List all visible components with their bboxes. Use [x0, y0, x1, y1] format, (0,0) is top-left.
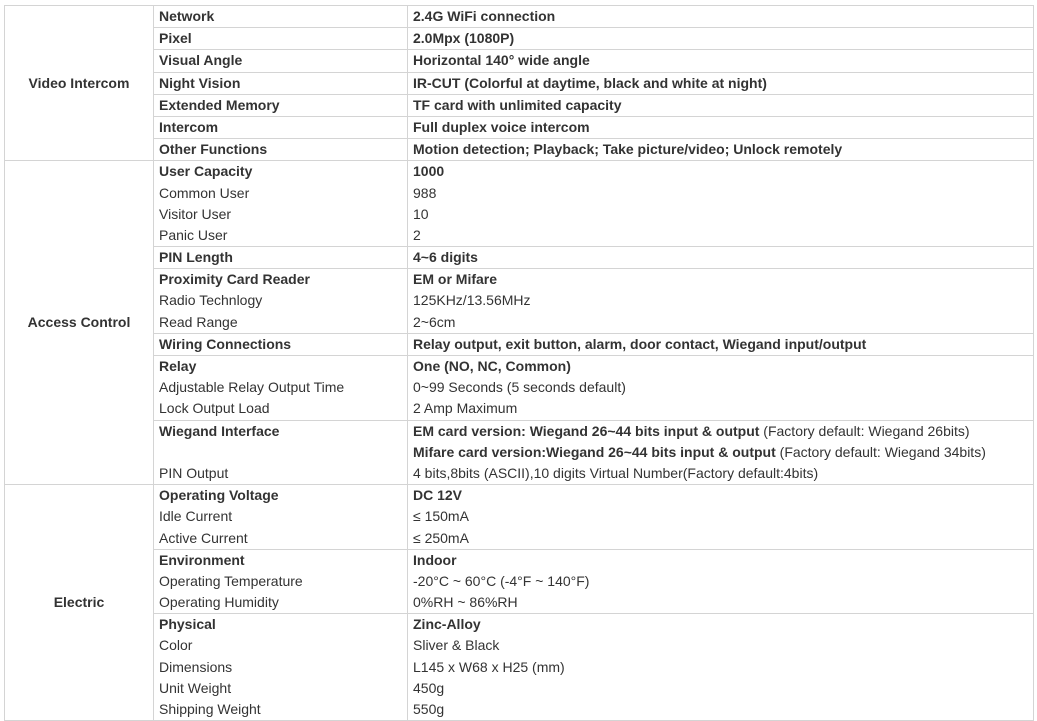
- spec-value-cell: [408, 94, 1034, 116]
- spec-row: [5, 139, 1034, 161]
- spec-value-line: [413, 247, 1033, 268]
- spec-label-cell: [154, 549, 408, 614]
- spec-value: 450g: [413, 679, 445, 696]
- spec-value-line: [413, 269, 1033, 290]
- spec-value-cell: [408, 247, 1034, 269]
- spec-value-line: [413, 95, 1033, 116]
- spec-value: 2.0Mpx (1080P): [413, 30, 515, 47]
- spec-row: [5, 94, 1034, 116]
- spec-label-cell: [154, 161, 408, 247]
- spec-value-line: [413, 485, 1033, 506]
- spec-value: 2 Amp Maximum: [413, 400, 518, 417]
- spec-row: [5, 50, 1034, 72]
- spec-row: [5, 485, 1034, 550]
- spec-label-cell: [154, 269, 408, 334]
- spec-value-line: [413, 356, 1033, 377]
- spec-value: EM or Mifare: [413, 271, 498, 288]
- spec-label: Relay: [159, 358, 197, 374]
- spec-table: [4, 5, 1034, 721]
- spec-label-cell: [154, 485, 408, 550]
- spec-label: Adjustable Relay Output Time: [159, 379, 345, 396]
- spec-label: Radio Technlogy: [159, 292, 263, 309]
- spec-value-cell: [408, 161, 1034, 247]
- spec-label: PIN Output: [159, 464, 229, 481]
- spec-value-line: [413, 678, 1033, 699]
- spec-label: Operating Humidity: [159, 594, 279, 611]
- spec-value: IR-CUT (Colorful at daytime, black and white at night): [413, 74, 767, 91]
- spec-value: EM card version: Wiegand 26~44 bits input & output: [413, 422, 760, 439]
- spec-value: Sliver & Black: [413, 637, 500, 654]
- spec-value: ≤ 150mA: [413, 508, 469, 525]
- spec-label: Pixel: [159, 30, 192, 47]
- spec-row: [5, 333, 1034, 355]
- spec-value-line: [413, 204, 1033, 225]
- category-cell: Access Control: [5, 161, 154, 485]
- spec-value: Indoor: [413, 551, 457, 568]
- spec-value-line: [413, 377, 1033, 398]
- spec-value-line: [413, 550, 1033, 571]
- spec-value-line: [413, 28, 1033, 49]
- spec-value: Motion detection; Playback; Take picture/video; Unlock remotely: [413, 141, 843, 158]
- spec-value: 2~6cm: [413, 313, 456, 330]
- spec-row: [5, 6, 1034, 28]
- spec-value-line: [413, 592, 1033, 613]
- spec-label: Color: [159, 637, 193, 654]
- spec-label-cell: [154, 6, 408, 28]
- spec-label: Active Current: [159, 529, 248, 546]
- spec-value: One (NO, NC, Common): [413, 358, 571, 374]
- spec-label: Visitor User: [159, 205, 232, 222]
- spec-label: User Capacity: [159, 163, 253, 180]
- spec-label: Visual Angle: [159, 52, 243, 69]
- spec-value-line: [413, 506, 1033, 527]
- spec-value-line: [413, 290, 1033, 311]
- spec-value-cell: [408, 50, 1034, 72]
- spec-value-cell: [408, 139, 1034, 161]
- spec-label: Lock Output Load: [159, 400, 270, 417]
- spec-value-line: [413, 442, 1033, 463]
- spec-value-line: [413, 657, 1033, 678]
- spec-value: Mifare card version:Wiegand 26~44 bits input & output: [413, 443, 776, 460]
- spec-label-cell: [154, 356, 408, 421]
- spec-label: Operating Voltage: [159, 487, 279, 504]
- spec-value: 0%RH ~ 86%RH: [413, 594, 518, 611]
- spec-value-line: [413, 183, 1033, 204]
- spec-value-line: [413, 635, 1033, 656]
- spec-value: 2.4G WiFi connection: [413, 8, 556, 24]
- spec-label: Panic User: [159, 226, 228, 243]
- spec-value-line: [413, 463, 1033, 484]
- spec-label: [159, 442, 407, 463]
- spec-label: Environment: [159, 551, 245, 568]
- spec-row: [5, 116, 1034, 138]
- spec-value: 988: [413, 184, 437, 201]
- spec-label: Physical: [159, 616, 216, 633]
- spec-value-line: [413, 50, 1033, 71]
- spec-label: Unit Weight: [159, 679, 232, 696]
- spec-value-cell: [408, 549, 1034, 614]
- spec-label: Dimensions: [159, 658, 233, 675]
- spec-label-cell: [154, 333, 408, 355]
- spec-label-cell: [154, 50, 408, 72]
- spec-value-note: (Factory default: Wiegand 26bits): [759, 422, 970, 439]
- spec-value-cell: [408, 269, 1034, 334]
- spec-label: Other Functions: [159, 141, 268, 158]
- spec-value-cell: [408, 356, 1034, 421]
- spec-value-line: [413, 139, 1033, 160]
- spec-row: [5, 72, 1034, 94]
- spec-value-cell: [408, 6, 1034, 28]
- spec-value-line: [413, 614, 1033, 635]
- spec-value: 0~99 Seconds (5 seconds default): [413, 379, 626, 396]
- spec-value-cell: [408, 28, 1034, 50]
- spec-label: Intercom: [159, 118, 219, 135]
- spec-value: ≤ 250mA: [413, 529, 469, 546]
- spec-label-cell: [154, 28, 408, 50]
- spec-label: Read Range: [159, 313, 238, 330]
- spec-value-line: [413, 117, 1033, 138]
- spec-row: [5, 356, 1034, 421]
- spec-value: Zinc-Alloy: [413, 616, 481, 633]
- spec-label: Network: [159, 8, 215, 24]
- spec-value: 550g: [413, 701, 445, 717]
- spec-label-cell: [154, 614, 408, 721]
- spec-value: 4~6 digits: [413, 249, 478, 266]
- spec-value-line: [413, 161, 1033, 182]
- spec-value-line: [413, 528, 1033, 549]
- spec-value-cell: [408, 333, 1034, 355]
- spec-label-cell: [154, 116, 408, 138]
- category-cell: Electric: [5, 485, 154, 721]
- spec-row: [5, 269, 1034, 334]
- spec-value-note: (Factory default: Wiegand 34bits): [775, 443, 986, 460]
- spec-value-line: [413, 334, 1033, 355]
- spec-label-cell: [154, 94, 408, 116]
- spec-value-line: [413, 699, 1033, 720]
- spec-row: [5, 28, 1034, 50]
- spec-label: Shipping Weight: [159, 701, 261, 717]
- spec-value: TF card with unlimited capacity: [413, 96, 622, 113]
- spec-value: DC 12V: [413, 487, 463, 504]
- spec-row: [5, 247, 1034, 269]
- spec-value: Horizontal 140° wide angle: [413, 52, 590, 69]
- category-cell: Video Intercom: [5, 6, 154, 161]
- spec-value: 2: [413, 226, 421, 243]
- spec-label-cell: [154, 72, 408, 94]
- spec-row: [5, 549, 1034, 614]
- spec-value-cell: [408, 72, 1034, 94]
- spec-value-line: [413, 571, 1033, 592]
- spec-value: 4 bits,8bits (ASCII),10 digits Virtual Number(Factory default:4bits): [413, 464, 819, 481]
- spec-label-cell: [154, 247, 408, 269]
- spec-label-cell: [154, 139, 408, 161]
- spec-value: 1000: [413, 163, 445, 180]
- spec-value-line: [413, 421, 1033, 442]
- spec-row: [5, 614, 1034, 721]
- spec-value: 125KHz/13.56MHz: [413, 292, 531, 309]
- spec-value-line: [413, 312, 1033, 333]
- spec-value-line: [413, 398, 1033, 419]
- spec-label: Operating Temperature: [159, 572, 303, 589]
- spec-label: Extended Memory: [159, 96, 280, 113]
- spec-value-cell: [408, 614, 1034, 721]
- spec-label: Wiring Connections: [159, 335, 292, 352]
- spec-label: Common User: [159, 184, 250, 201]
- spec-value: Full duplex voice intercom: [413, 118, 590, 135]
- spec-value-line: [413, 73, 1033, 94]
- spec-label: Wiegand Interface: [159, 422, 280, 439]
- spec-value-line: [413, 6, 1033, 27]
- spec-value-cell: [408, 116, 1034, 138]
- spec-label: Proximity Card Reader: [159, 271, 310, 288]
- spec-value: 10: [413, 205, 429, 222]
- spec-value: -20°C ~ 60°C (-4°F ~ 140°F): [413, 572, 590, 589]
- spec-label: Night Vision: [159, 74, 241, 91]
- spec-value-cell: [408, 420, 1034, 485]
- spec-row: [5, 161, 1034, 247]
- spec-value: Relay output, exit button, alarm, door contact, Wiegand input/output: [413, 335, 867, 352]
- spec-label-cell: [154, 420, 408, 485]
- spec-table-body: [5, 6, 1034, 721]
- spec-label: Idle Current: [159, 508, 233, 525]
- spec-value-cell: [408, 485, 1034, 550]
- spec-label: PIN Length: [159, 249, 233, 266]
- spec-value-line: [413, 225, 1033, 246]
- spec-row: [5, 420, 1034, 485]
- spec-value: L145 x W68 x H25 (mm): [413, 658, 565, 675]
